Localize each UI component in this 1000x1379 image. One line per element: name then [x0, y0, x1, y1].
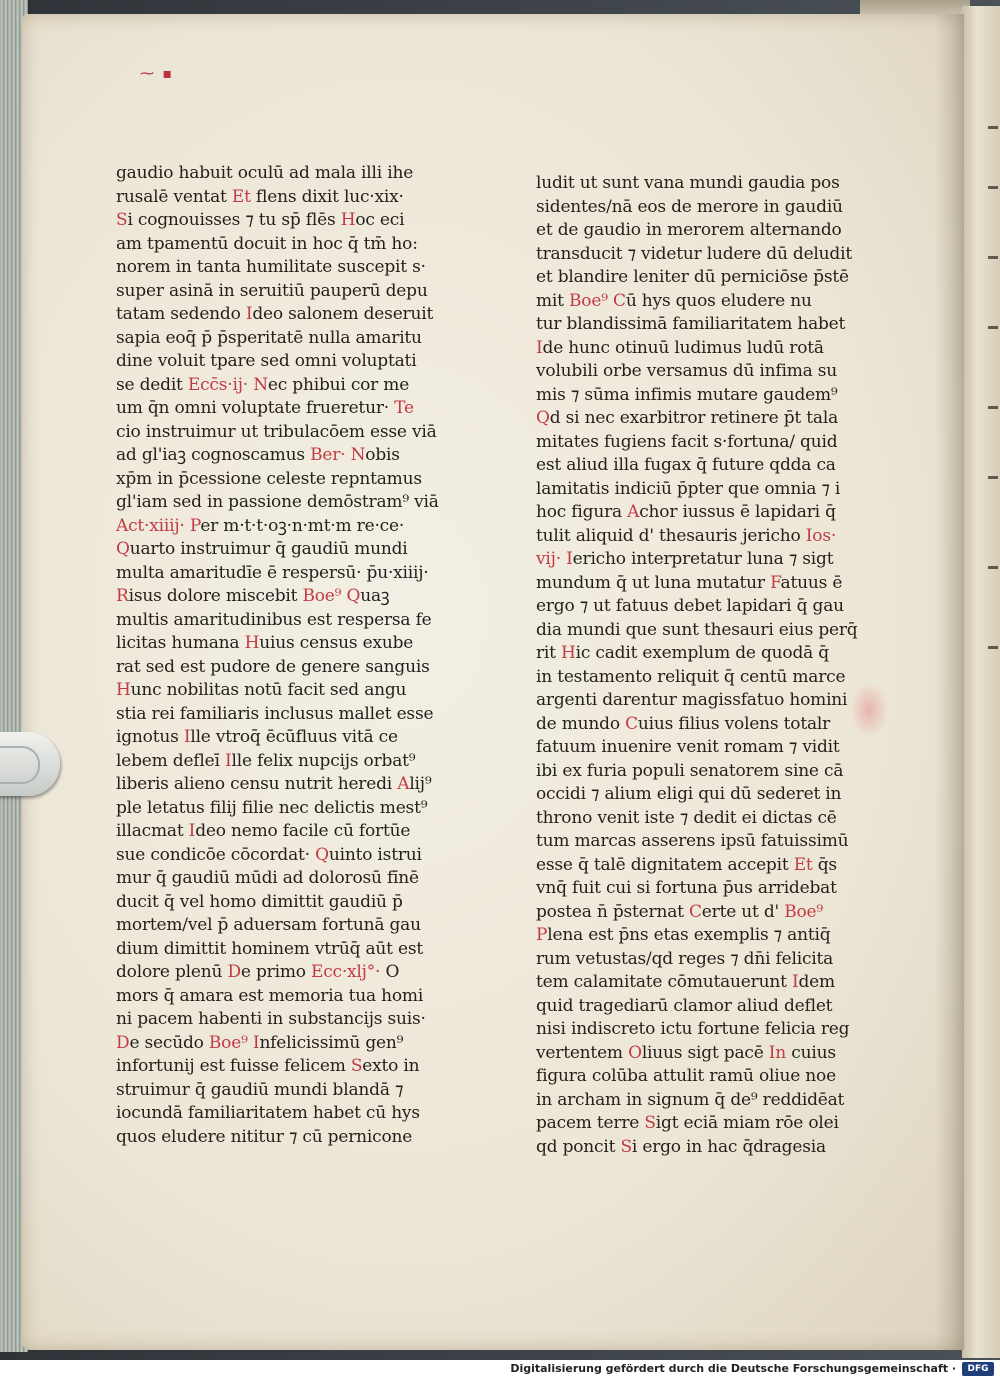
line-text: sapia eoq̄ p̄ p̄speritatē nulla amaritu — [116, 327, 422, 348]
text-line — [116, 491, 466, 515]
text-line — [536, 1042, 886, 1066]
line-text: ad gl'iaꝫ cognoscamus — [116, 445, 311, 465]
line-text: ducit q̄ vel homo dimittit gaudiū p̄ — [116, 891, 403, 912]
line-text: vnq̄ fuit cui si fortuna p̄us arridebat — [536, 878, 837, 898]
line-text: am tpamentū docuit in hoc q̄ tm̄ ho: — [116, 233, 418, 254]
line-text: tulit aliquid d' thesauris jericho — [536, 525, 806, 546]
line-text: cuius — [786, 1042, 836, 1063]
rubric-text: I — [252, 1032, 260, 1053]
text-line — [536, 948, 886, 972]
left-text-column — [116, 162, 466, 1149]
line-text: liberis alieno censu nutrit heredi — [116, 774, 398, 794]
text-line — [536, 689, 886, 713]
text-line — [536, 431, 886, 455]
text-line — [536, 666, 886, 690]
text-line — [536, 172, 886, 196]
rubric-text: S — [620, 1136, 632, 1157]
text-line — [536, 548, 886, 572]
text-line — [536, 995, 886, 1019]
line-text: atuus ē — [780, 572, 843, 593]
rubric-text: Ios· — [805, 525, 837, 546]
rubric-text: F — [770, 572, 781, 593]
line-text: ple letatus filij filie nec delictis mest⁹ — [116, 797, 428, 818]
line-text: exto in — [362, 1056, 420, 1076]
line-text: igt eciā miam rōe olei — [655, 1113, 839, 1133]
text-line — [536, 266, 886, 290]
line-text: liuus sigt pacē — [641, 1042, 769, 1063]
line-text: ergo ⁊ ut fatuus debet lapidari q̄ gau — [536, 596, 844, 616]
text-line — [536, 243, 886, 267]
text-line — [536, 219, 886, 243]
line-text: flens dixit — [250, 186, 344, 207]
rubric-text: vij· — [536, 549, 561, 569]
line-text: volubili orbe versamus dū infima su — [536, 361, 838, 381]
line-text: uius census exube — [259, 633, 414, 653]
funding-notice: Digitalisierung gefördert durch die Deutsche Forschungsgemeinschaft · — [510, 1362, 956, 1375]
rubric-text: Ecc̄s·ij· — [187, 374, 248, 395]
rubric-text: A — [627, 502, 640, 522]
line-text: iocundā familiaritatem habet cū hys — [116, 1103, 420, 1123]
rubric-text: Act·xiiij· — [116, 515, 185, 536]
line-text: ni pacem habenti in substancijs suis· — [116, 1009, 426, 1029]
rubric-text: S — [116, 210, 128, 230]
rubric-text: H — [561, 643, 576, 663]
text-line — [116, 1102, 466, 1126]
line-text: ic cadit exemplum de quodā q̄ — [575, 643, 829, 663]
text-line — [116, 844, 466, 868]
line-text: vertentem — [536, 1042, 629, 1063]
text-line — [536, 1136, 886, 1160]
rubric-text: I — [188, 821, 196, 841]
text-line — [116, 797, 466, 821]
rubric-text: I — [566, 549, 573, 569]
line-text: multis amaritudinibus est respersa fe — [116, 609, 432, 630]
line-text: ibi ex furia populi senatorem sine cā — [536, 760, 844, 781]
text-line — [536, 830, 886, 854]
line-text: esse q̄ talē dignitatem accepit — [536, 854, 794, 875]
line-text: dolore plenū — [116, 962, 228, 982]
line-text: dia mundi que sunt thesauri eius perq̄ — [536, 619, 858, 640]
line-text: uaꝫ — [360, 586, 390, 606]
line-text: illacmat — [116, 821, 189, 841]
rubric-text: Boe⁹ — [569, 290, 608, 311]
rubric-text: Ecc·xlj°· — [310, 962, 381, 982]
text-line — [536, 642, 886, 666]
rubric-text: Ber· — [310, 445, 346, 465]
text-line — [116, 515, 466, 539]
text-line — [536, 1112, 886, 1136]
rubric-text: H — [116, 680, 131, 700]
rubric-text: Q — [315, 844, 329, 865]
line-text: et blandire leniter dū perniciōse p̄stē — [536, 267, 849, 287]
line-text: ignotus — [116, 727, 184, 747]
line-text: ludit ut sunt vana mundi gaudia pos — [536, 173, 840, 193]
line-text: obis — [365, 445, 400, 465]
line-text: gl'iam sed in passione demōstram⁹ viā — [116, 492, 439, 512]
text-line — [536, 1018, 886, 1042]
line-text: figura colūba attulit ramū oliue noe — [536, 1066, 836, 1086]
line-text: nfelicissimū gen⁹ — [259, 1032, 404, 1053]
text-line — [536, 407, 886, 431]
text-line — [536, 595, 886, 619]
line-text: tem calamitate cōmutauerunt — [536, 972, 792, 992]
text-line — [116, 773, 466, 797]
line-text: argenti darentur magissfatuo homini — [536, 690, 848, 710]
line-text: mis ⁊ sūma infimis mutare gaudem⁹ — [536, 384, 838, 405]
line-text: i cognouisses ⁊ tu sp̄ flēs — [127, 210, 341, 230]
rubric-text: C — [688, 901, 702, 922]
rubric-text: Boe⁹ — [784, 901, 824, 922]
text-line — [116, 703, 466, 727]
rubric-text: N — [350, 445, 366, 465]
line-text: ū hys quos eludere nu — [625, 290, 812, 311]
text-line — [116, 538, 466, 562]
text-line — [536, 713, 886, 737]
text-line — [116, 350, 466, 374]
line-text: in testamento reliquit q̄ centū marce — [536, 666, 846, 687]
text-line — [536, 290, 886, 314]
text-line — [116, 585, 466, 609]
line-text: rusalē ventat — [116, 186, 232, 207]
rubric-text: N — [253, 374, 268, 395]
line-text: tur blandissimā familiaritatem habet — [536, 314, 846, 334]
text-line — [116, 938, 466, 962]
text-line — [116, 327, 466, 351]
text-line — [116, 914, 466, 938]
line-text: e secūdo — [129, 1032, 209, 1053]
text-line — [536, 971, 886, 995]
line-text: ec phibui cor me — [267, 374, 410, 395]
line-text: er m·t·t·oꝫ·n·mt·m re·ce· — [200, 515, 405, 536]
line-text: gaudio habuit oculū ad mala illi ihe — [116, 163, 414, 183]
red-ink-stain — [850, 682, 888, 738]
text-line — [116, 186, 466, 210]
text-line — [116, 303, 466, 327]
line-text: hoc figura — [536, 502, 628, 522]
text-line — [536, 572, 886, 596]
rubric-text: C — [625, 713, 638, 734]
rubric-text: I — [245, 304, 253, 324]
rubric-text: Q — [346, 586, 361, 606]
rubric-text: Q — [536, 408, 550, 428]
line-text: dium dimittit hominem vtrūq̄ aūt est — [116, 938, 424, 959]
line-text: quos eludere nititur ⁊ cū pernicone — [116, 1126, 413, 1147]
line-text: est aliud illa fugax q̄ future qdda ca — [536, 455, 836, 475]
rubric-text: S — [644, 1113, 656, 1133]
text-line — [116, 656, 466, 680]
rubric-text: A — [397, 774, 410, 794]
rubric-text: In — [768, 1042, 787, 1063]
text-line — [536, 454, 886, 478]
line-text: isus dolore miscebit — [128, 586, 303, 606]
line-text: uarto instruimur q̄ gaudiū mundi — [129, 539, 408, 559]
line-text: lle vtroq̄ ēcūfluus vitā ce — [190, 727, 398, 747]
line-text: occidi ⁊ alium eligi qui dū sederet in — [536, 784, 842, 804]
line-text: sidentes/nā eos de merore in gaudiū — [536, 196, 843, 217]
page-signature-mark: ⁓ ▪ — [140, 66, 174, 82]
right-text-column — [536, 172, 886, 1159]
text-line — [536, 736, 886, 760]
text-line — [116, 961, 466, 985]
line-text: fatuum inuenire venit romam ⁊ vidit — [536, 737, 840, 757]
rubric-text: O — [628, 1042, 642, 1063]
line-text: quid tragediarū clamor aliud deflet — [536, 995, 833, 1016]
line-text: deo salonem deseruit — [252, 304, 434, 324]
text-line — [116, 209, 466, 233]
text-line — [536, 760, 886, 784]
text-line — [536, 901, 886, 925]
text-line — [116, 867, 466, 891]
facing-page-edge — [962, 6, 1000, 1358]
text-line — [536, 501, 886, 525]
text-line — [536, 360, 886, 384]
rubric-text: P — [536, 925, 548, 945]
line-text: super asinā in seruitiū pauperū depu — [116, 280, 428, 301]
line-text: i ergo in hac q̄dragesia — [631, 1136, 826, 1157]
text-line — [116, 1008, 466, 1032]
line-text: rit — [536, 643, 561, 663]
text-line — [116, 891, 466, 915]
line-text: lle felix nupcijs orbat⁹ — [231, 750, 416, 771]
line-text: postea n̄ p̄sternat — [536, 901, 689, 922]
text-line — [536, 1065, 886, 1089]
dfg-logo: DFG — [962, 1362, 994, 1376]
line-text: qd poncit — [536, 1136, 621, 1157]
rubric-text: I — [791, 972, 799, 992]
text-line — [116, 1079, 466, 1103]
text-line — [536, 384, 886, 408]
text-line — [536, 877, 886, 901]
line-text: luc·xix· — [343, 186, 404, 207]
rubric-text: Boe⁹ — [208, 1032, 248, 1053]
line-text: deo nemo facile cū fortūe — [195, 821, 411, 841]
line-text: pacem terre — [536, 1113, 645, 1133]
text-line — [116, 985, 466, 1009]
line-text: oc eci — [355, 210, 405, 230]
text-line — [116, 374, 466, 398]
line-text: in archam in signum q̄ de⁹ reddidēat — [536, 1089, 845, 1110]
line-text: lamitatis indiciū p̄pter que omnia ⁊ i — [536, 478, 841, 499]
rubric-text: I — [224, 750, 232, 771]
line-text: q̄s — [812, 854, 837, 875]
text-line — [116, 421, 466, 445]
rubric-text: D — [116, 1032, 130, 1053]
line-text: rat sed est pudore de genere sanguis — [116, 656, 430, 677]
text-line — [536, 478, 886, 502]
rubric-text: Et — [793, 854, 813, 875]
line-text: mortem/vel p̄ aduersam fortunā gau — [116, 915, 421, 935]
line-text: se dedit — [116, 374, 188, 395]
rubric-text: S — [350, 1056, 363, 1076]
text-line — [116, 444, 466, 468]
line-text: infortunij est fuisse felicem — [116, 1056, 351, 1076]
text-line — [536, 783, 886, 807]
rubric-text: Boe⁹ — [302, 586, 342, 606]
line-text: lij⁹ — [409, 774, 432, 794]
line-text: dem — [798, 972, 835, 992]
line-text: mundum q̄ ut luna mutatur — [536, 572, 771, 593]
line-text: de hunc otinuū ludimus ludū rotā — [542, 337, 824, 358]
rubric-text: C — [613, 290, 626, 311]
line-text: lebem defleī — [116, 750, 225, 771]
text-line — [116, 280, 466, 304]
line-text: stia rei familiaris inclusus mallet esse — [116, 703, 434, 724]
text-line — [116, 1126, 466, 1150]
line-text: nisi indiscreto ictu fortune felicia reg — [536, 1019, 850, 1039]
rubric-text: R — [116, 586, 129, 606]
rubric-text: Et — [231, 186, 251, 207]
text-line — [116, 632, 466, 656]
text-line — [536, 854, 886, 878]
text-line — [536, 924, 886, 948]
rubric-text: I — [183, 727, 191, 747]
line-text: mors q̄ amara est memoria tua homi — [116, 985, 424, 1006]
rubric-text: H — [244, 633, 260, 653]
line-text: uius filius volens totalr — [637, 713, 831, 734]
rubric-text: Te — [394, 398, 414, 418]
text-line — [536, 1089, 886, 1113]
text-line — [116, 1032, 466, 1056]
line-text: unc nobilitas notū facit sed angu — [130, 680, 407, 700]
line-text: um q̄n omni voluptate frueretur· — [116, 398, 395, 418]
line-text: uinto istrui — [328, 844, 422, 865]
rubric-text: H — [340, 210, 356, 230]
line-text: multa amaritudīe ē respersū· p̄u·xiiij· — [116, 562, 429, 583]
line-text: erte ut d' — [701, 901, 785, 922]
text-line — [116, 750, 466, 774]
line-text: et de gaudio in merorem alternando — [536, 220, 842, 240]
text-line — [116, 609, 466, 633]
text-line — [116, 397, 466, 421]
line-text: mitates fugiens facit s·fortuna/ quid — [536, 431, 838, 452]
line-text: de mundo — [536, 713, 626, 734]
text-line — [536, 807, 886, 831]
line-text: mit — [536, 290, 569, 311]
text-line — [536, 196, 886, 220]
line-text: d si nec exarbitror retinere p̄t tala — [549, 408, 838, 428]
rubric-text: Q — [116, 539, 130, 559]
line-text: tatam sedendo — [116, 304, 246, 324]
text-line — [536, 525, 886, 549]
text-line — [116, 256, 466, 280]
line-text: ericho interpretatur luna ⁊ sigt — [572, 549, 834, 569]
line-text: e primo — [240, 962, 311, 982]
line-text: throno venit iste ⁊ dedit ei dictas cē — [536, 807, 837, 828]
rubric-text: D — [227, 962, 241, 982]
line-text: licitas humana — [116, 633, 245, 653]
text-line — [536, 337, 886, 361]
line-text: tum marcas asserens ipsū fatuissimū — [536, 831, 849, 851]
line-text: cio instruimur ut tribulacōem esse viā — [116, 421, 437, 442]
line-text: norem in tanta humilitate suscepit s· — [116, 257, 426, 277]
line-text: chor iussus ē lapidari q̄ — [639, 502, 836, 522]
footer-bar — [0, 1360, 1000, 1379]
text-line — [116, 820, 466, 844]
text-line — [116, 1055, 466, 1079]
line-text: mur q̄ gaudiū mūdi ad dolorosū fīnē — [116, 868, 419, 888]
rubric-text: P — [189, 515, 201, 536]
line-text: dine voluit tpare sed omni voluptati — [116, 351, 417, 371]
line-text: transducit ⁊ videtur ludere dū deludit — [536, 243, 852, 264]
line-text: xp̄m in p̄cessione celeste repntamus — [116, 468, 422, 489]
line-text: lena est p̄ns etas exemplis ⁊ antiq̄ — [547, 925, 831, 945]
text-line — [116, 468, 466, 492]
line-text: struimur q̄ gaudiū mundi blandā ⁊ — [116, 1079, 404, 1100]
text-line — [116, 679, 466, 703]
text-line — [536, 619, 886, 643]
text-line — [116, 233, 466, 257]
text-line — [116, 726, 466, 750]
rubric-text: I — [536, 337, 543, 358]
text-line — [116, 162, 466, 186]
text-line — [116, 562, 466, 586]
line-text: sue condicōe cōcordat· — [116, 844, 316, 865]
line-text: rum vetustas/qd reges ⁊ dn̄i felicita — [536, 948, 834, 969]
text-line — [536, 313, 886, 337]
line-text: O — [380, 962, 400, 982]
